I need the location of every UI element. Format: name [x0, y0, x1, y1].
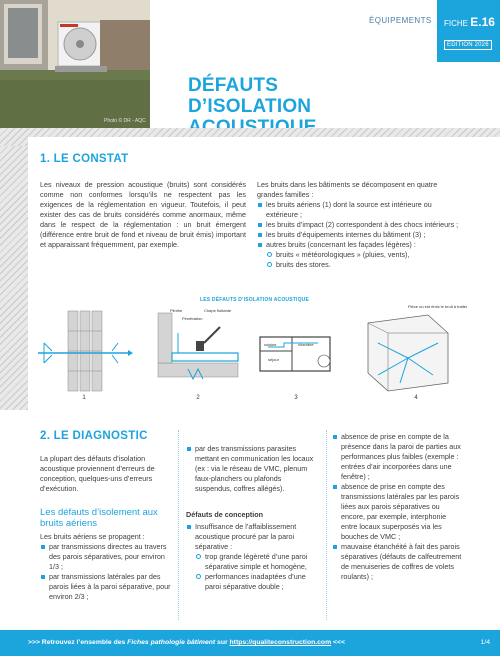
- section-label: ÉQUIPEMENTS: [369, 16, 432, 25]
- propagation-list: [40, 542, 172, 602]
- propagation-item: par transmissions directes au travers des parois séparatives, pour environ 1/3 ;: [40, 542, 172, 572]
- conception-sub-list: [186, 552, 318, 592]
- diagnostic-col3: [332, 432, 464, 582]
- constat-paragraph: Les niveaux de pression acoustique (bruits) sont considérés comme non conformes lorsqu’ils ne respectent pas les exigences de la réglementation en vigueur. Toutefois, il peut exister des cas de bruits considérés comme anormaux, même dans le respect de la réglementation : un bruit émergent (différence entre bruit de fond et niveau de bruit émis) important et apparaissant fréquemment, par exemple.: [40, 180, 246, 249]
- fiche-id: [444, 15, 495, 29]
- col3-item: mauvaise étanchéité à fait des parois séparatives (défauts de calfeutrement de menuiseries de coffres de volets roulants) ;: [332, 542, 464, 582]
- col3-item: absence de prise en compte de la présence dans la paroi de parties aux performances plus faibles (exemple : entrées d’air incorporées dans une fenêtre) ;: [332, 432, 464, 482]
- constat-heading: 1. LE CONSTAT: [40, 153, 129, 165]
- house-photo-illustration: [0, 0, 150, 128]
- photo-credit: Photo © DR - AQC: [104, 118, 146, 124]
- header-photo: [0, 0, 150, 128]
- diagram-panel-2: [158, 313, 238, 379]
- conception-item: Insuffisance de l’affaiblissement acoustique procuré par la paroi séparative :: [186, 522, 318, 552]
- sub-families-list: [257, 250, 465, 270]
- families-intro: Les bruits dans les bâtiments se décomposent en quatre grandes familles :: [257, 180, 438, 199]
- edition-label: ÉDITION 2026: [444, 40, 492, 50]
- fiche-badge: [437, 0, 500, 62]
- conception-list: [186, 522, 318, 552]
- propagation-item: par des transmissions parasites mettant en communication les locaux (ex : via le réseau de VMC, plenum faux-planchers ou plafonds suspendus, coffres allégés).: [186, 444, 318, 494]
- family-item: les bruits d’équipements internes du bâtiment (3) ;: [257, 230, 465, 240]
- diagram-panel-1: [38, 311, 133, 391]
- propagation-item: par transmissions latérales par des parois liées à la paroi séparative, pour environ 2/3 ;: [40, 572, 172, 602]
- label-cuisine: cuisine: [264, 342, 277, 347]
- sub-family-item: bruits « météorologiques » (pluies, vents),: [267, 250, 465, 260]
- aerial-propagation: [40, 532, 172, 602]
- families-list: [257, 200, 465, 250]
- family-item: autres bruits (concernant les façades légères) :: [257, 240, 465, 250]
- diagram-title: LES DÉFAUTS D’ISOLATION ACOUSTIQUE: [200, 297, 310, 303]
- hatch-left-decoration: [0, 146, 28, 410]
- conception-heading: Défauts de conception: [186, 510, 264, 519]
- column-divider: [178, 430, 180, 620]
- diagnostic-heading: 2. LE DIAGNOSTIC: [40, 430, 148, 442]
- acoustic-defects-diagram: [28, 303, 468, 403]
- parasitic-list: [186, 444, 318, 494]
- footer-bar: [0, 630, 500, 656]
- family-item: les bruits aériens (1) dont la source est intérieure ou extérieure ;: [257, 200, 465, 220]
- sub-family-item: bruits des stores.: [267, 260, 465, 270]
- fiche-number: E.16: [470, 15, 495, 29]
- title-line-1: DÉFAUTS D’ISOLATION: [188, 75, 312, 117]
- footer-text: [28, 639, 345, 646]
- label-plinthe: Plinthe: [170, 308, 183, 313]
- conception-defects: [186, 522, 318, 592]
- family-item: les bruits d’impact (2) correspondent à des chocs intérieurs ;: [257, 220, 465, 230]
- label-chape: Chape flottante: [204, 308, 232, 313]
- label-sejour: séjour: [268, 357, 279, 362]
- footer-text-mid: sur: [215, 639, 230, 646]
- footer-link[interactable]: https://qualiteconstruction.com: [229, 639, 332, 646]
- label-piece: Pièce où est émis le bruit à traiter: [408, 304, 468, 309]
- diagram-number-3: 3: [294, 395, 298, 401]
- diagram-number-4: 4: [414, 395, 418, 401]
- diagram-number-2: 2: [196, 395, 200, 401]
- aerial-defects-heading: Les défauts d’isolement aux bruits aériens: [40, 507, 158, 529]
- footer-text-after: <<<: [331, 639, 345, 646]
- diagnostic-col2: [186, 444, 318, 494]
- label-chambre: chambre: [298, 342, 314, 347]
- conception-sub-item: trop grande légèreté d’une paroi séparative simple et homogène,: [196, 552, 318, 572]
- footer-text-before: >>> Retrouvez l’ensemble des: [28, 639, 128, 646]
- diagnostic-intro: La plupart des défauts d’isolation acoustique proviennent d’erreurs de conception, quelques-uns d’erreurs d’exécution.: [40, 454, 155, 493]
- col3-item: absence de prise en compte des transmissions latérales par les parois liées aux parois séparatives ou encore, par exemple, interphonie entre locaux superposés via les bouches de VMC ;: [332, 482, 464, 542]
- constat-families: [257, 180, 465, 270]
- fiche-prefix: FICHE: [444, 19, 468, 28]
- diagram-number-1: 1: [82, 395, 86, 401]
- page-number: 1/4: [480, 639, 490, 646]
- diagram-panel-4: [368, 315, 448, 391]
- label-penetration: Pénétration: [182, 316, 203, 321]
- conception-sub-item: performances inadaptées d’une paroi séparative double ;: [196, 572, 318, 592]
- propagation-intro: Les bruits aériens se propagent :: [40, 532, 145, 541]
- col3-list: [332, 432, 464, 582]
- footer-text-italic: Fiches pathologie bâtiment: [127, 639, 216, 646]
- column-divider: [326, 430, 328, 620]
